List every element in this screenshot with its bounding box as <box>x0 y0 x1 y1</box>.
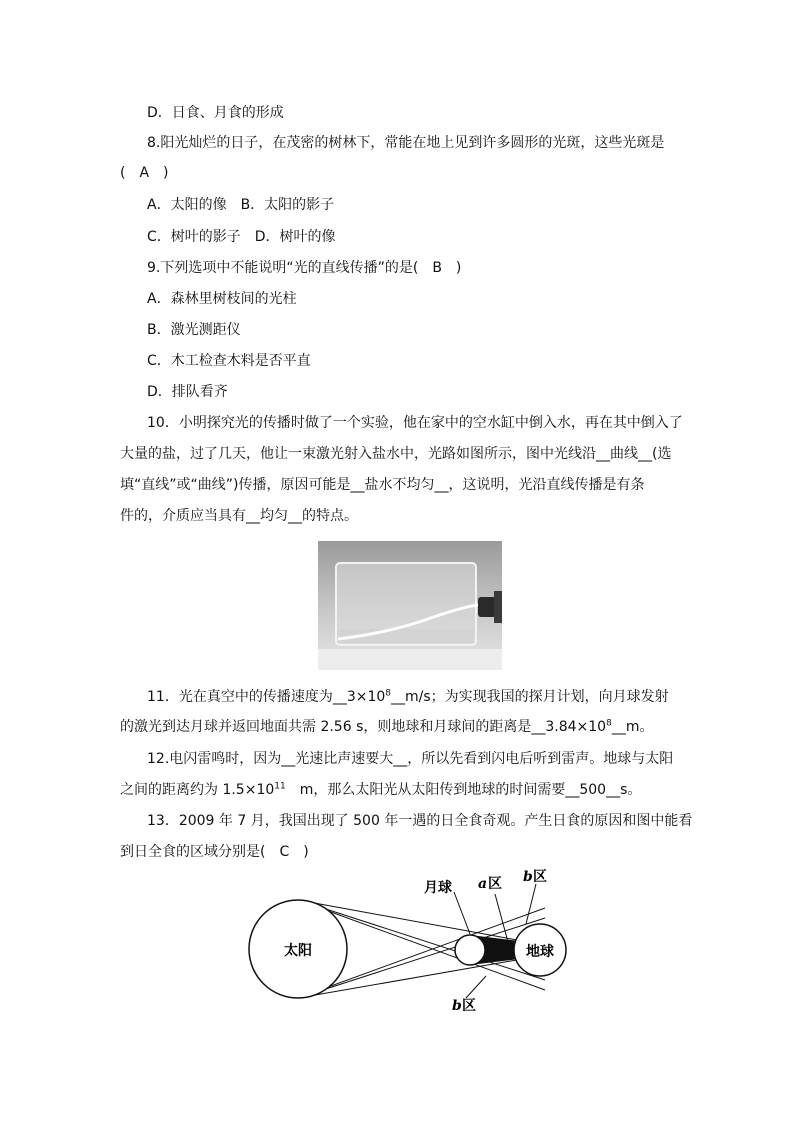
question-8-answer: ( A ) <box>120 165 169 181</box>
region-a-label: 区 <box>488 876 502 892</box>
question-11-line-1: 11．光在真空中的传播速度为$\_\_3\times 10^8\_\_m/s$；为实现我国的探月计划，向月球发射 <box>147 688 669 705</box>
question-9-option-b: B．激光测距仪 <box>147 322 241 338</box>
question-9-option-c: C．木工检查木料是否平直 <box>147 353 311 369</box>
question-13-line-1: 13．2009 年 7 月，我国出现了 500 年一遇的日全食奇观。产生日食的原因和图中能看 <box>147 813 693 829</box>
region-b-bottom-label: 区 <box>462 998 476 1014</box>
moon-label: 月球 <box>424 880 452 896</box>
question-12-line-1: 12.电闪雷鸣时，因为__光速比声速要大__，所以先看到闪电后听到雷声。地球与太阳 <box>147 751 674 767</box>
laser-saltwater-photo <box>318 541 502 670</box>
region-b-bottom-letter: b <box>452 998 462 1014</box>
question-8-options-cd: C．树叶的影子 D．树叶的像 <box>147 229 336 245</box>
question-10-line-3: 填“直线”或“曲线”)传播，原因可能是__盐水不均匀__，这说明，光沿直线传播是有条 <box>120 477 645 493</box>
region-b-top-label: 区 <box>533 869 547 885</box>
earth-label: 地球 <box>526 944 554 960</box>
question-12-line-2: 之间的距离约为 $1.5\times 10^{11}$ m，那么太阳光从太阳传到地球的时间需要__500__s。 <box>120 781 642 798</box>
region-b-top-letter: b <box>523 869 533 885</box>
question-10-line-2: 大量的盐，过了几天，他让一束激光射入盐水中，光路如图所示，图中光线沿__曲线__(选 <box>120 446 672 462</box>
question-10-line-1: 10．小明探究光的传播时做了一个实验，他在家中的空水缸中倒入水，再在其中倒入了 <box>147 415 683 431</box>
option-d-eclipse: D．日食、月食的形成 <box>147 105 284 121</box>
question-8-stem: 8.阳光灿烂的日子，在茂密的树林下，常能在地上见到许多圆形的光斑，这些光斑是 <box>147 135 665 151</box>
question-9-option-d: D．排队看齐 <box>147 384 228 400</box>
solar-eclipse-diagram <box>240 862 570 1022</box>
question-10-line-4: 件的，介质应当具有__均匀__的特点。 <box>120 508 358 524</box>
question-13-line-2: 到日全食的区域分别是( C ) <box>120 844 309 860</box>
question-11-line-2: 的激光到达月球并返回地面共需 2.56 s，则地球和月球间的距离是$\_\_3.84\times 10^8\_\_m$。 <box>120 718 654 735</box>
question-9-stem: 9.下列选项中不能说明“光的直线传播”的是( B ) <box>147 260 462 276</box>
question-8-options-ab: A．太阳的像 B．太阳的影子 <box>147 197 335 213</box>
moon-circle <box>455 935 485 965</box>
question-9-option-a: A．森林里树枝间的光柱 <box>147 291 297 307</box>
sun-label: 太阳 <box>284 943 312 959</box>
region-a-letter: a <box>478 876 488 892</box>
